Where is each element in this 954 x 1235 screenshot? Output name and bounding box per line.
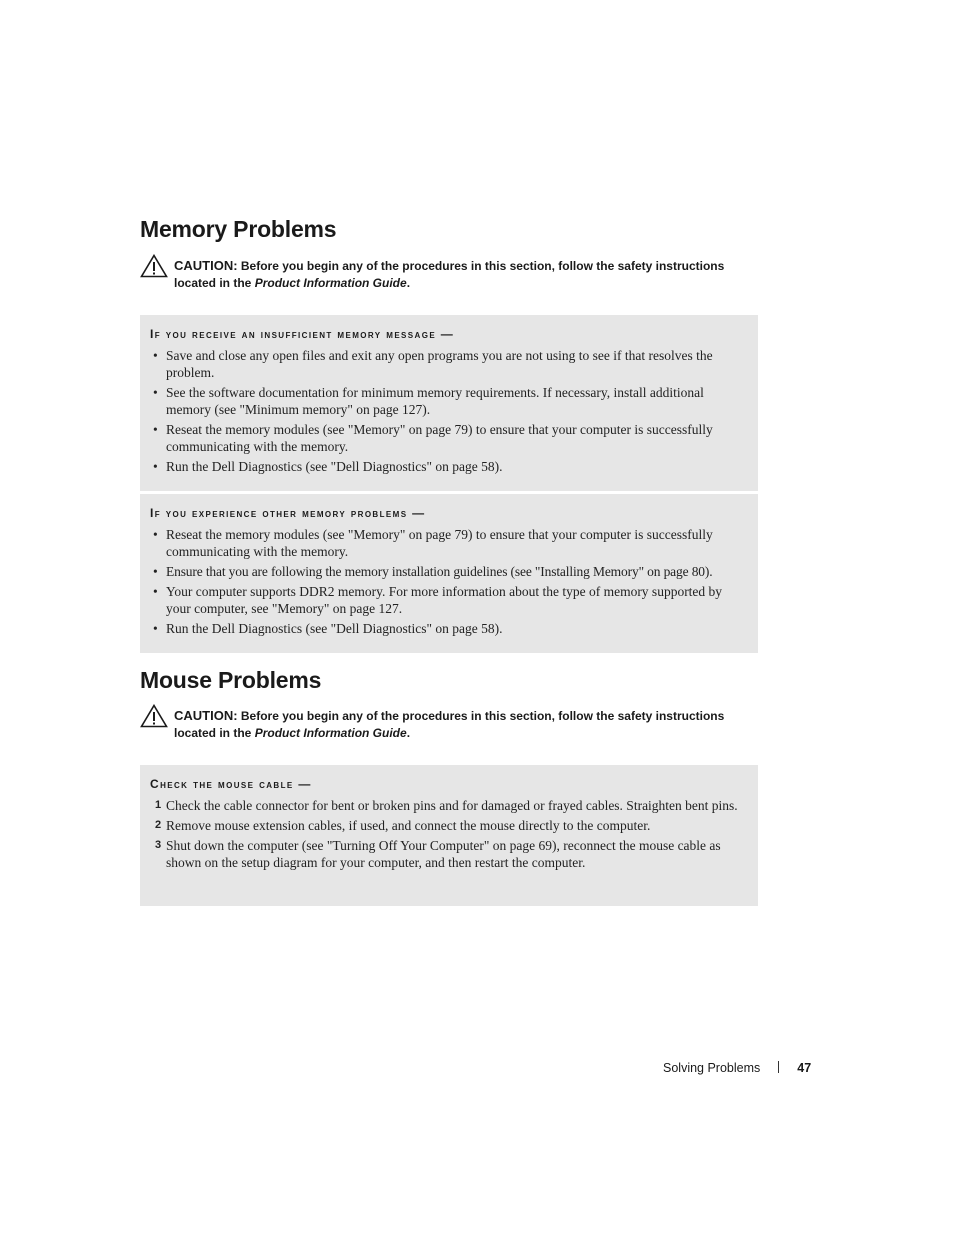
list-item (150, 583, 746, 617)
mouse-problems-heading: Mouse Problems (140, 667, 322, 693)
bullet: • (153, 584, 158, 599)
list-item (150, 797, 746, 814)
page-number: 47 (797, 1061, 812, 1075)
caution-label: CAUTION: (174, 708, 238, 723)
list-item (150, 421, 746, 455)
bullet: • (153, 527, 158, 542)
caution-guide-title: Product Information Guide (254, 726, 407, 740)
list-item-text: Save and close any open files and exit any open programs you are not using to see if that resolves the problem. (166, 348, 713, 380)
bullet: • (153, 621, 158, 636)
warning-triangle-icon (140, 254, 168, 278)
bullet-list (150, 526, 746, 637)
list-item (150, 620, 746, 637)
caution-text (174, 707, 764, 742)
bullet: • (153, 422, 158, 437)
list-item (150, 384, 746, 418)
caution-guide-title: Product Information Guide (254, 276, 407, 290)
bullet: • (153, 564, 158, 579)
caution-period: . (406, 276, 411, 290)
list-item (150, 817, 746, 834)
warning-triangle-icon (140, 704, 168, 728)
caution-body: Before you begin any of the procedures in this section, follow the safety instructions located in the (174, 709, 725, 740)
memory-problems-heading: Memory Problems (140, 216, 337, 242)
list-item (150, 563, 746, 580)
step-number: 1 (155, 799, 162, 811)
list-item (150, 458, 746, 475)
list-item (150, 526, 746, 560)
bullet-list (150, 347, 746, 475)
list-item-text: Ensure that you are following the memory installation guidelines (see "Installing Memory" on page 80). (166, 564, 713, 579)
list-item-text: Reseat the memory modules (see "Memory" on page 79) to ensure that your computer is successfully communicating with the memory. (166, 527, 713, 559)
list-item-text: Run the Dell Diagnostics (see "Dell Diagnostics" on page 58). (166, 459, 503, 474)
step-number: 2 (155, 819, 162, 831)
footer-section-title: Solving Problems (663, 1061, 761, 1075)
list-item-text: Check the cable connector for bent or broken pins and for damaged or frayed cables. Straighten bent pins. (166, 798, 738, 813)
caution-text (174, 257, 764, 292)
page-footer (663, 1061, 811, 1075)
list-item-text: Shut down the computer (see "Turning Off Your Computer" on page 69), reconnect the mouse cable as shown on the setup diagram for your computer, and then restart the computer. (166, 838, 721, 870)
box-title: Check the mouse cable — (150, 777, 312, 791)
insufficient-memory-box (140, 315, 758, 491)
caution-period: . (406, 726, 411, 740)
box-title: If you receive an insufficient memory message — (150, 327, 455, 341)
caution-label: CAUTION: (174, 258, 238, 273)
list-item (150, 347, 746, 381)
list-item-text: Reseat the memory modules (see "Memory" on page 79) to ensure that your computer is successfully communicating with the memory. (166, 422, 713, 454)
bullet: • (153, 348, 158, 363)
bullet: • (153, 459, 158, 474)
mouse-cable-box (140, 765, 758, 906)
list-item (150, 837, 746, 871)
footer-divider (778, 1061, 779, 1073)
other-memory-problems-box (140, 494, 758, 653)
list-item-text: Run the Dell Diagnostics (see "Dell Diagnostics" on page 58). (166, 621, 503, 636)
list-item-text: Your computer supports DDR2 memory. For more information about the type of memory supported by your computer, see "Memory" on page 127. (166, 584, 723, 616)
list-item-text: See the software documentation for minimum memory requirements. If necessary, install additional memory (see "Minimum memory" on page 127). (166, 385, 704, 417)
numbered-list (150, 797, 746, 871)
box-title: If you experience other memory problems — (150, 506, 426, 520)
list-item-text: Remove mouse extension cables, if used, and connect the mouse directly to the computer. (166, 818, 651, 833)
bullet: • (153, 385, 158, 400)
step-number: 3 (155, 839, 162, 851)
caution-body: Before you begin any of the procedures in this section, follow the safety instructions located in the (174, 259, 725, 290)
